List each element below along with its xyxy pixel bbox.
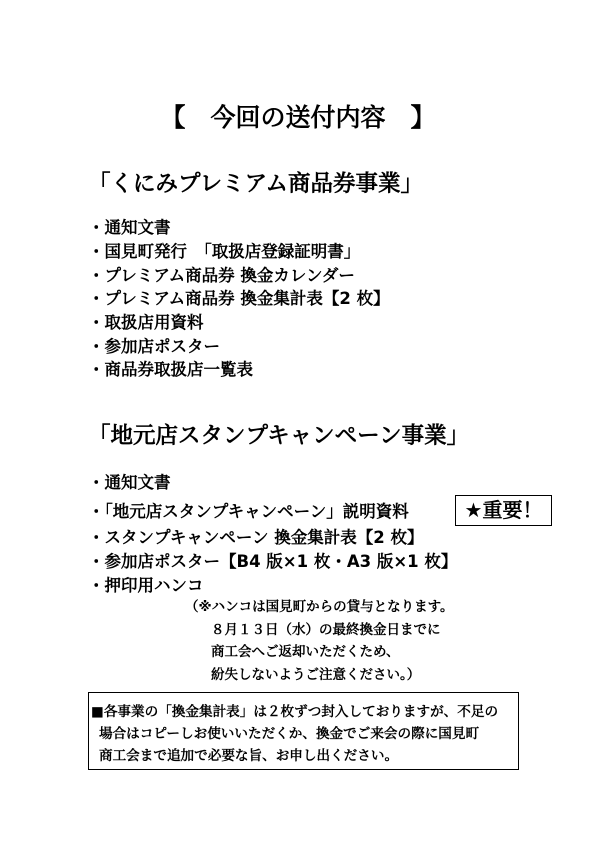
- list-item: ・国見町発行 「取扱店登録証明書」: [88, 242, 361, 261]
- page-title: 【 今回の送付内容 】: [160, 103, 436, 132]
- list-item: ・「地元店スタンプキャンペーン」説明資料: [88, 502, 409, 521]
- notice-line: 場合はコピーしお使いいただくか、換金でご来会の際に国見町: [99, 726, 480, 742]
- stamp-note-line: ８月１３日（水）の最終換金日までに: [211, 621, 441, 638]
- list-item: ・参加店ポスター: [88, 336, 220, 356]
- list-item: ・商品券取扱店一覧表: [88, 360, 253, 379]
- section-heading-stamp-campaign: 「地元店スタンプキャンペーン事業」: [88, 423, 470, 449]
- list-item: ・通知文書: [88, 218, 171, 237]
- list-item: ・スタンプキャンペーン 換金集計表【2 枚】: [88, 528, 424, 547]
- list-item: ・通知文書: [88, 473, 171, 492]
- stamp-note-line: 紛失しないようご注意ください。）: [211, 666, 421, 683]
- stamp-note-line: （※ハンコは国見町からの貸与となります。: [185, 599, 454, 615]
- notice-line: ■各事業の「換金集計表」は２枚ずつ封入しておりますが、不足の: [91, 704, 499, 720]
- list-item: ・参加店ポスター【B4 版×1 枚・A3 版×1 枚】: [88, 552, 458, 571]
- list-item: ・プレミアム商品券 換金集計表【2 枚】: [88, 289, 390, 308]
- notice-box: [88, 692, 519, 770]
- notice-line: 商工会まで追加で必要な旨、お申し出ください。: [99, 748, 399, 764]
- section-heading-premium-voucher: 「くにみプレミアム商品券事業」: [88, 171, 424, 197]
- important-badge: ★重要！: [455, 495, 552, 526]
- list-item: ・取扱店用資料: [88, 313, 204, 332]
- list-item: ・プレミアム商品券 換金カレンダー: [88, 265, 355, 285]
- stamp-note-line: 商工会へご返却いただくため、: [211, 644, 400, 660]
- list-item: ・押印用ハンコ: [88, 576, 204, 595]
